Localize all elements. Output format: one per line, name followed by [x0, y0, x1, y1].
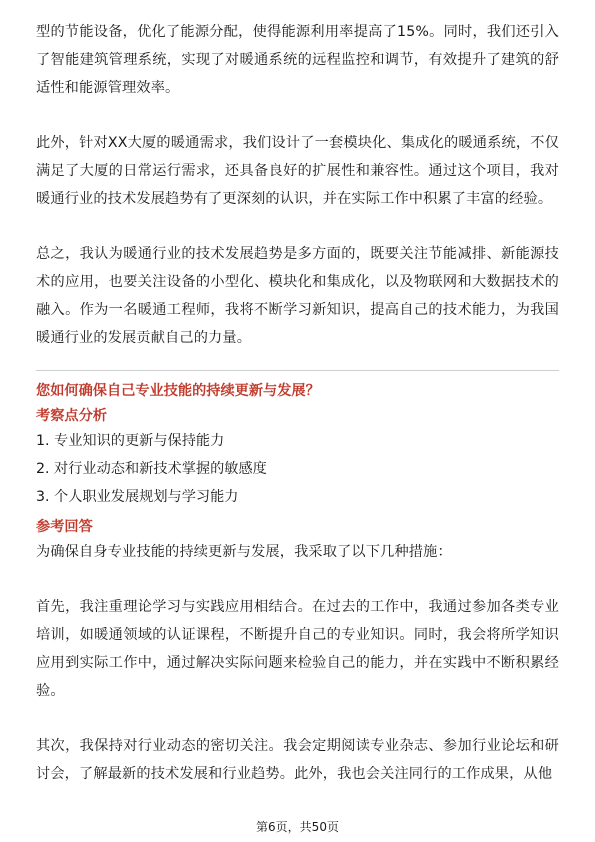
analysis-item: 2. 对行业动态和新技术掌握的敏感度 — [36, 461, 267, 477]
answer-paragraph-second: 其次，我保持对行业动态的密切关注。我会定期阅读专业杂志、参加行业论坛和研讨会，了解最新的技术发展和行业趋势。此外，我也会关注同行的工作成果，从他 — [36, 738, 559, 782]
paragraph-xx-building: 此外，针对XX大厦的暖通需求，我们设计了一套模块化、集成化的暖通系统，不仅满足了大厦的日常运行需求，还具备良好的扩展性和兼容性。通过这个项目，我对暖通行业的技术发展趋势有了更深刻的认识，并在实际工作中积累了丰富的经验。 — [36, 135, 559, 207]
answer-paragraph-first: 首先，我注重理论学习与实践应用相结合。在过去的工作中，我通过参加各类专业培训，如暖通领域的认证课程，不断提升自己的专业知识。同时，我会将所学知识应用到实际工作中，通过解决实际问题来检验自己的能力，并在实践中不断积累经验。 — [36, 599, 559, 699]
question-heading: 您如何确保自己专业技能的持续更新与发展？ — [36, 383, 320, 399]
section-divider — [36, 370, 559, 371]
page-number: 第6页，共50页 — [256, 820, 339, 834]
paragraph-gap — [36, 213, 559, 240]
document-page — [36, 18, 559, 788]
analysis-item: 1. 专业知识的更新与保持能力 — [36, 433, 225, 449]
paragraph-gap — [36, 566, 559, 593]
paragraph-summary: 总之，我认为暖通行业的技术发展趋势是多方面的，既要关注节能减排、新能源技术的应用，也要关注设备的小型化、模块化和集成化，以及物联网和大数据技术的融入。作为一名暖通工程师，我将不断学习新知识，提高自己的技术能力，为我国暖通行业的发展贡献自己的力量。 — [36, 246, 559, 346]
analysis-item: 3. 个人职业发展规划与学习能力 — [36, 489, 239, 505]
paragraph-gap — [36, 102, 559, 129]
analysis-list — [36, 427, 559, 511]
answer-heading: 参考回答 — [36, 519, 93, 535]
analysis-heading: 考察点分析 — [36, 408, 107, 424]
paragraph-gap — [36, 705, 559, 732]
paragraph-energy-saving: 型的节能设备，优化了能源分配，使得能源利用率提高了15%。同时，我们还引入了智能建筑管理系统，实现了对暖通系统的远程监控和调节，有效提升了建筑的舒适性和能源管理效率。 — [36, 24, 559, 96]
answer-intro: 为确保自身专业技能的持续更新与发展，我采取了以下几种措施： — [36, 544, 452, 560]
